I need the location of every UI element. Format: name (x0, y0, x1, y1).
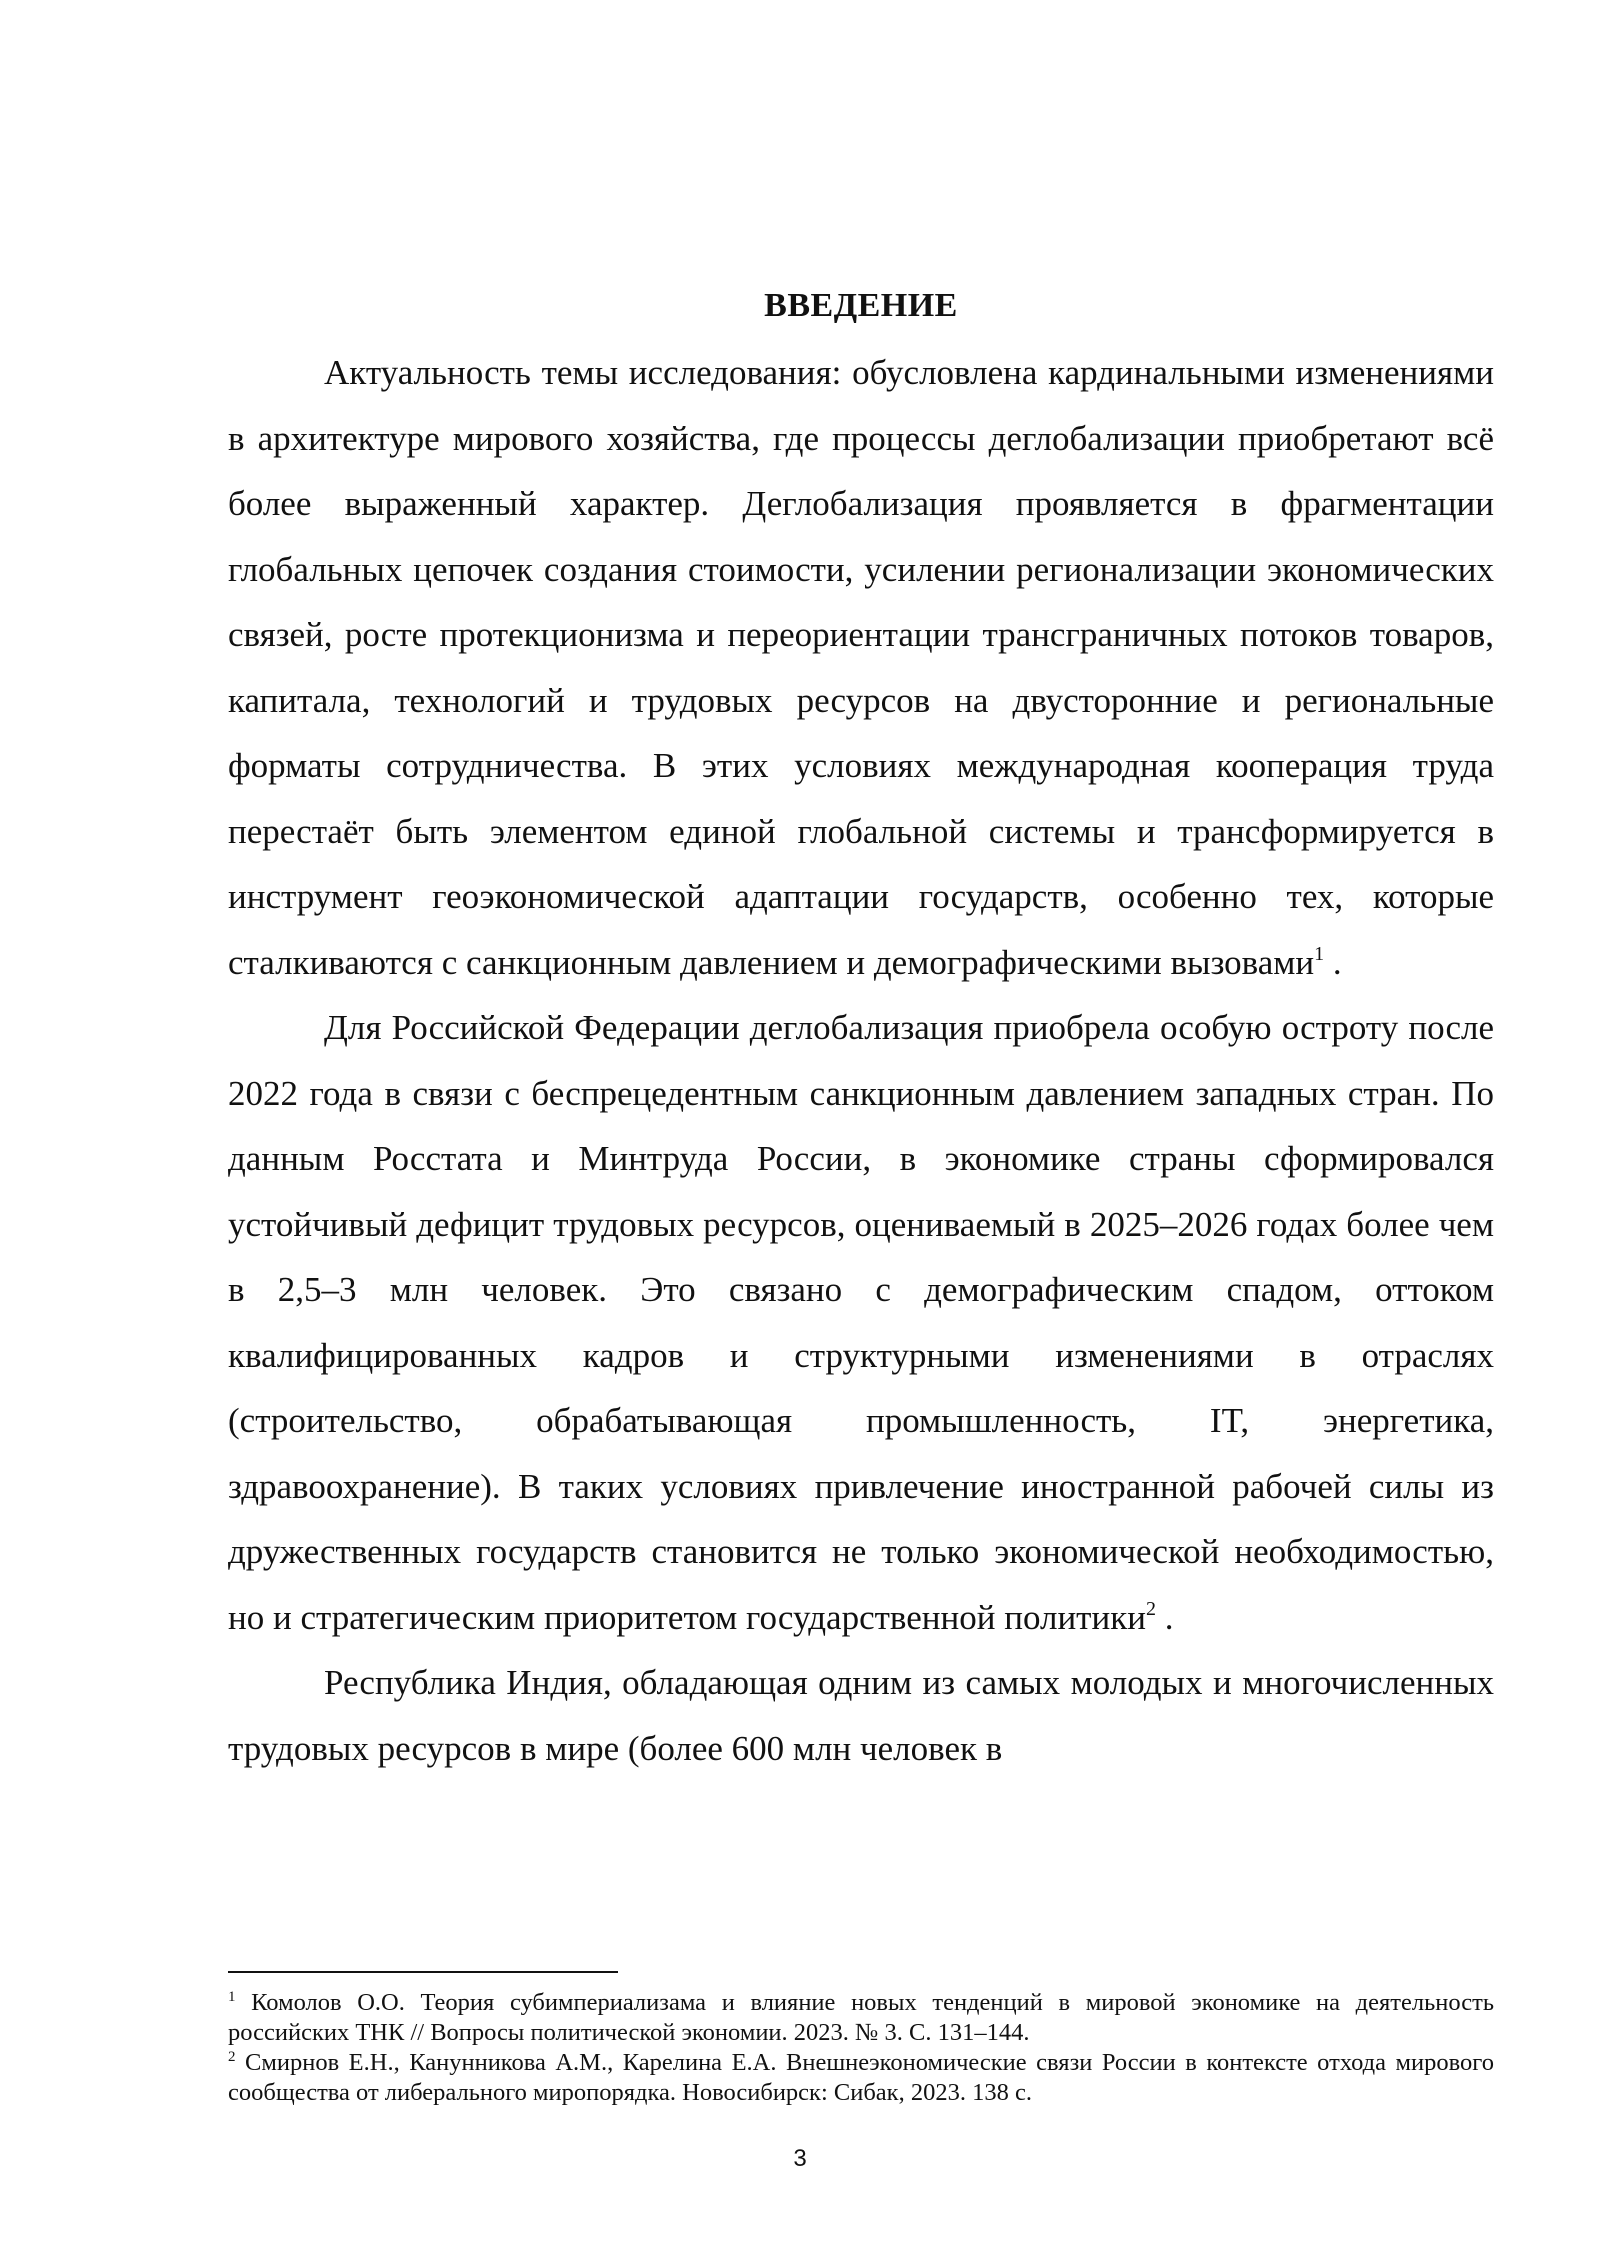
footnote-text: Комолов О.О. Теория субимпериализама и влияние новых тенденций в мировой экономике на деятельность российских ТНК // Вопросы политической экономии. 2023. № 3. С. 131–144. (228, 1989, 1494, 2046)
paragraph-text: Республика Индия, обладающая одним из самых молодых и многочисленных трудовых ресурсов в мире (более 600 млн человек в (228, 1663, 1494, 1768)
main-text (228, 340, 1494, 1781)
paragraph-relevance (228, 340, 1494, 995)
footnote-separator (228, 1971, 618, 1973)
footnote-ref: 1 (1314, 942, 1325, 965)
footnote-number: 2 (228, 2049, 236, 2065)
footnote-1 (228, 1988, 1494, 2048)
paragraph-india (228, 1650, 1494, 1781)
footnote-text: Смирнов Е.Н., Канунникова А.М., Карелина Е.А. Внешнеэкономические связи России в контексте отхода мирового сообщества от либерального миропорядка. Новосибирск: Сибак, 2023. 138 с. (228, 2049, 1494, 2106)
page-number: 3 (793, 2145, 807, 2172)
footnote-number: 1 (228, 1989, 236, 2005)
paragraph-text: Актуальность темы исследования: обусловлена кардинальными изменениями в архитектуре мирового хозяйства, где процессы деглобализации приобретают всё более выраженный характер. Деглобализация проявляется в фрагментации глобальных цепочек создания стоимости, усилении регионализации экономических связей, росте протекционизма и переориентации трансграничных потоков товаров, капитала, технологий и трудовых ресурсов на двусторонние и региональные форматы сотрудничества. В этих условиях международная кооперация труда перестаёт быть элементом единой глобальной системы и трансформируется в инструмент геоэкономической адаптации государств, особенно тех, которые сталкиваются с санкционным давлением и демографическими вызовами (228, 353, 1494, 982)
footnote-ref: 2 (1145, 1597, 1156, 1620)
paragraph-tail: . (1324, 942, 1342, 982)
paragraph-text: Для Российской Федерации деглобализация приобрела особую остроту после 2022 года в связи с беспрецедентным санкционным давлением западных стран. По данным Росстата и Минтруда России, в экономике страны сформировался устойчивый дефицит трудовых ресурсов, оцениваемый в 2025–2026 годах более чем в 2,5–3 млн человек. Это связано с демографическим спадом, оттоком квалифицированных кадров и структурными изменениями в отраслях (строительство, обрабатывающая промышленность, IT, энергетика, здравоохранение). В таких условиях привлечение иностранной рабочей силы из дружественных государств становится не только экономической необходимостью, но и стратегическим приоритетом государственной политики (228, 1008, 1494, 1637)
footnote-2 (228, 2048, 1494, 2108)
footnotes (228, 1988, 1494, 2108)
paragraph-russia (228, 995, 1494, 1650)
paragraph-tail: . (1155, 1597, 1174, 1637)
section-heading: ВВЕДЕНИЕ (764, 287, 958, 324)
